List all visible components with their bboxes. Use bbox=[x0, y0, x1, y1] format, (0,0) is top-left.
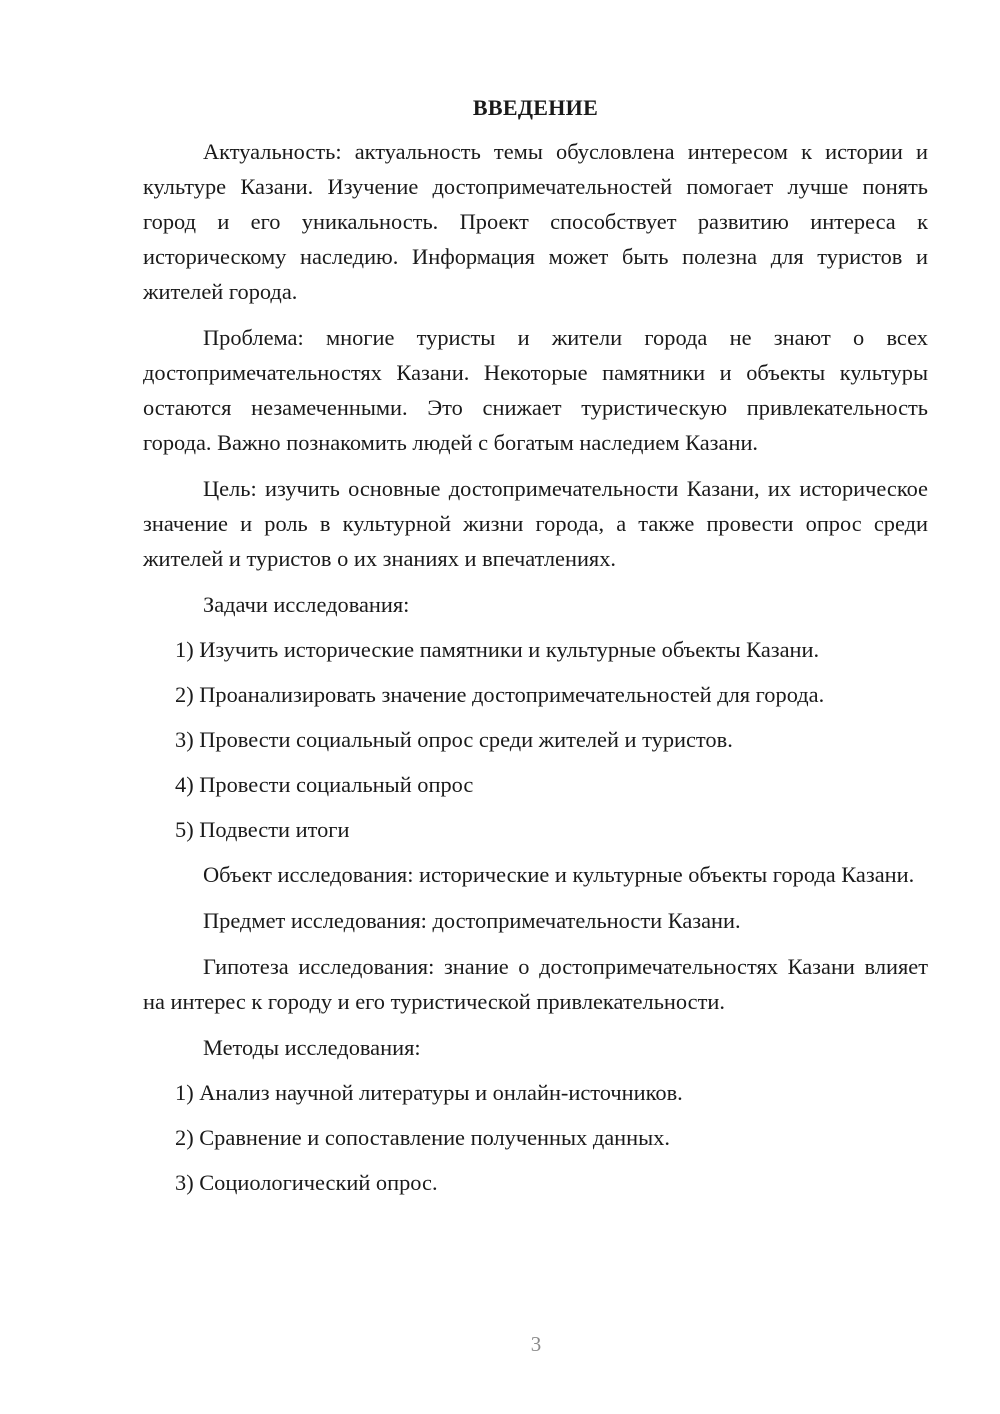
list-item: 3) Социологический опрос. bbox=[175, 1170, 438, 1195]
methods-list bbox=[143, 1075, 928, 1200]
relevance-paragraph: Актуальность: актуальность темы обусловлена интересом к истории и культуре Казани. Изучение достопримечательностей помогает лучше понять город и его уникальность. Проект способствует развитию интереса к историческому наследию. Информация может быть полезна для туристов и жителей города. bbox=[143, 139, 928, 304]
list-item: 1) Анализ научной литературы и онлайн-источников. bbox=[175, 1080, 683, 1105]
problem-paragraph: Проблема: многие туристы и жители города не знают о всех достопримечательностях Казани. Некоторые памятники и объекты культуры остаются незамеченными. Это снижает туристическую привлекательность города. Важно познакомить людей с богатым наследием Казани. bbox=[143, 325, 928, 455]
page-number: 3 bbox=[530, 1332, 542, 1356]
goal-paragraph: Цель: изучить основные достопримечательности Казани, их историческое значение и роль в культурной жизни города, а также провести опрос среди жителей и туристов о их знаниях и впечатлениях. bbox=[143, 476, 928, 571]
document-page bbox=[143, 90, 928, 1210]
list-item: 4) Провести социальный опрос bbox=[175, 772, 474, 797]
list-item: 2) Сравнение и сопоставление полученных данных. bbox=[175, 1125, 670, 1150]
tasks-list bbox=[143, 632, 928, 847]
section-heading: ВВЕДЕНИЕ bbox=[472, 95, 599, 120]
tasks-heading: Задачи исследования: bbox=[203, 592, 410, 617]
list-item: 2) Проанализировать значение достопримечательностей для города. bbox=[175, 682, 825, 707]
list-item: 3) Провести социальный опрос среди жителей и туристов. bbox=[175, 727, 733, 752]
subject-paragraph: Предмет исследования: достопримечательности Казани. bbox=[203, 908, 741, 933]
list-item: 1) Изучить исторические памятники и культурные объекты Казани. bbox=[175, 637, 820, 662]
object-paragraph: Объект исследования: исторические и культурные объекты города Казани. bbox=[203, 862, 915, 887]
hypothesis-paragraph: Гипотеза исследования: знание о достопримечательностях Казани влияет на интерес к городу и его туристической привлекательности. bbox=[143, 954, 928, 1014]
list-item: 5) Подвести итоги bbox=[175, 817, 350, 842]
methods-heading: Методы исследования: bbox=[203, 1035, 421, 1060]
